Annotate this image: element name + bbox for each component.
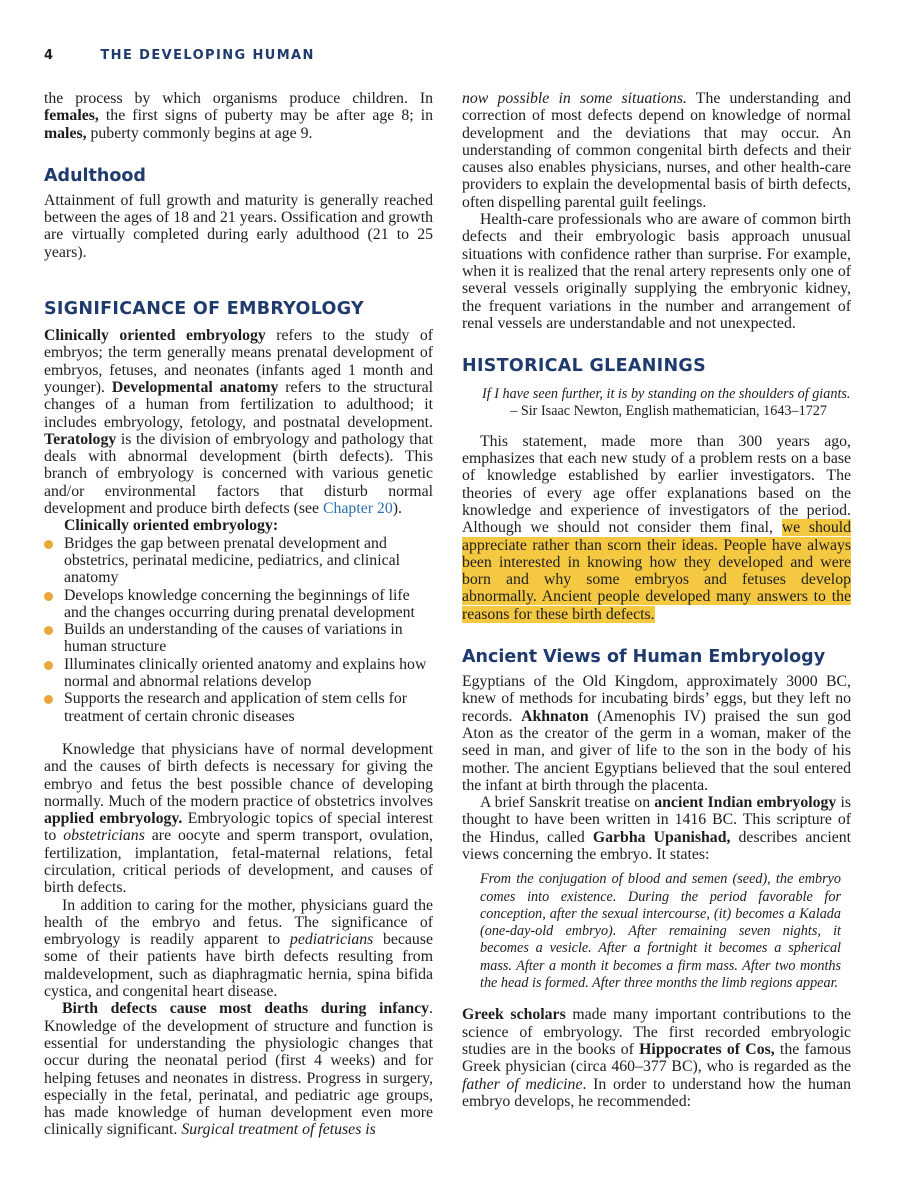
epigraph-attribution: – Sir Isaac Newton, English mathematician, 1643–1727: [510, 403, 827, 420]
birth-defects-paragraph: Birth defects cause most deaths during infancy. Knowledge of the development of structure and function is essential for understanding the physiologic changes that occur during the neonatal period (first 4 weeks) and for helping fetuses and neonates in distress. Progress in surgery, especially in the fetal, perinatal, and pediatric age groups, has made knowledge of human development even more clinically significant. Surgical treatment of fetuses is: [44, 1000, 433, 1139]
left-column: [44, 90, 433, 1139]
continued-paragraph: now possible in some situations. The understanding and correction of most defects depend on knowledge of normal development and the deviations that may occur. An understanding of common congenital birth defects and their causes also enables physicians, nurses, and other health-care providers to explain the developmental basis of birth defects, often dispelling parental guilt feelings.: [462, 90, 851, 211]
list-item: Builds an understanding of the causes of variations in human structure: [44, 621, 433, 656]
applied-embryology-paragraph: Knowledge that physicians have of normal development and the causes of birth defects is necessary for giving the embryo and fetus the best possible chance of developing normally. Much of the modern practice of obstetrics involves applied embryology. Embryologic topics of special interest to obstetricians are oocyte and sperm transport, ovulation, fertilization, implantation, fetal-maternal relations, fetal circulation, critical periods of development, and causes of birth defects.: [44, 740, 433, 897]
chapter-20-link[interactable]: Chapter 20: [322, 500, 393, 518]
clinical-embryology-list: [44, 535, 433, 725]
list-item: Bridges the gap between prenatal development and obstetrics, perinatal medicine, pediatrics, and clinical anatomy: [44, 535, 433, 587]
adulthood-paragraph: Attainment of full growth and maturity is generally reached between the ages of 18 and 21 years. Ossification and growth are virtually completed during early adulthood (21 to 25 years).: [44, 191, 433, 261]
historical-heading: HISTORICAL GLEANINGS: [462, 356, 706, 377]
list-label: Clinically oriented embryology:: [64, 517, 279, 535]
significance-heading: SIGNIFICANCE OF EMBRYOLOGY: [44, 299, 364, 320]
list-item: Supports the research and application of stem cells for treatment of certain chronic diseases: [44, 690, 433, 725]
adulthood-heading: Adulthood: [44, 165, 146, 186]
greek-paragraph: Greek scholars made many important contributions to the science of embryology. The first recorded embryologic studies are in the books of Hippocrates of Cos, the famous Greek physician (circa 460–377 BC), who is regarded as the father of medicine. In order to understand how the human embryo develops, he recommended:: [462, 1006, 852, 1110]
bullet-icon: [44, 626, 53, 635]
ancient-views-heading: Ancient Views of Human Embryology: [462, 647, 826, 668]
bullet-icon: [44, 540, 53, 549]
garbha-upanishad-extract: From the conjugation of blood and semen (seed), the embryo comes into existence. During the period favorable for conception, after the sexual intercourse, (it) becomes a Kalada (one-day-old embryo). After remaining seven nights, it becomes a vesicle. After a fortnight it becomes a spherical mass. After a month it becomes a firm mass. After two months the head is formed. After three months the limb regions appear.: [480, 871, 841, 992]
list-item: Illuminates clinically oriented anatomy and explains how normal and abnormal relations develop: [44, 656, 433, 691]
bullet-icon: [44, 661, 53, 670]
newton-epigraph: [482, 386, 851, 421]
significance-paragraph: Clinically oriented embryology refers to the study of embryos; the term generally means prenatal development of embryos, fetuses, and neonates (infants aged 1 month and younger). Developmental anatomy refers to the structural changes of a human from fertilization to adulthood; it includes embryology, fetology, and postnatal development. Teratology is the division of embryology and pathology that deals with abnormal development (birth defects). This branch of embryology is concerned with various genetic and/or environmental factors that disturb normal development and produce birth defects (see Chapter 20).: [44, 327, 433, 518]
indian-paragraph: A brief Sanskrit treatise on ancient Indian embryology is thought to have been written in 1416 BC. This scripture of the Hindus, called Garbha Upanishad, describes ancient views concerning the embryo. It states:: [462, 794, 852, 863]
bullet-icon: [44, 695, 53, 704]
right-column: [462, 90, 851, 1110]
running-header: [44, 48, 315, 63]
highlighted-passage: we should appreciate rather than scorn their ideas. People have always been interested in knowing how they developed and were born and why some embryos and fetuses develop abnormally. Ancient people developed many answers to the reasons for these birth defects.: [462, 519, 852, 623]
pediatric-paragraph: In addition to caring for the mother, physicians guard the health of the embryo and fetus. The significance of embryology is readily apparent to pediatricians because some of their patients have birth defects resulting from maldevelopment, such as diaphragmatic hernia, spina bifida cystica, and congenital heart disease.: [44, 896, 433, 1001]
historical-paragraph: This statement, made more than 300 years ago, emphasizes that each new study of a problem rests on a base of knowledge established by earlier investigators. The theories of every age offer explanations based on the knowledge and experience of investigators of the period. Although we should not consider them final, we should appreciate rather than scorn their ideas. People have always been interested in knowing how they developed and were born and why some embryos and fetuses develop abnormally. Ancient people developed many answers to the reasons for these birth defects.: [462, 432, 852, 623]
puberty-paragraph: the process by which organisms produce children. In females, the first signs of puberty may be after age 8; in males, puberty commonly begins at age 9.: [44, 90, 433, 142]
health-care-paragraph: Health-care professionals who are aware of common birth defects and their embryologic basis approach unusual situations with confidence rather than surprise. For example, when it is realized that the renal artery represents only one of several vessels originally supplying the embryonic kidney, the frequent variations in the number and arrangement of renal vessels are understandable and not unexpected.: [462, 211, 851, 332]
bullet-icon: [44, 592, 53, 601]
list-item: Develops knowledge concerning the beginnings of life and the changes occurring during prenatal development: [44, 587, 433, 622]
page-number: 4: [44, 48, 55, 63]
egyptian-paragraph: Egyptians of the Old Kingdom, approximately 3000 BC, knew of methods for incubating birds’ eggs, but they left no records. Akhnaton (Amenophis IV) praised the sun god Aton as the creator of the germ in a woman, maker of the seed in man, and giver of life to the son in the body of his mother. The ancient Egyptians believed that the soul entered the infant at birth through the placenta.: [462, 673, 851, 794]
epigraph-text: If I have seen further, it is by standing on the shoulders of giants.: [482, 386, 851, 403]
running-title: THE DEVELOPING HUMAN: [100, 48, 315, 63]
